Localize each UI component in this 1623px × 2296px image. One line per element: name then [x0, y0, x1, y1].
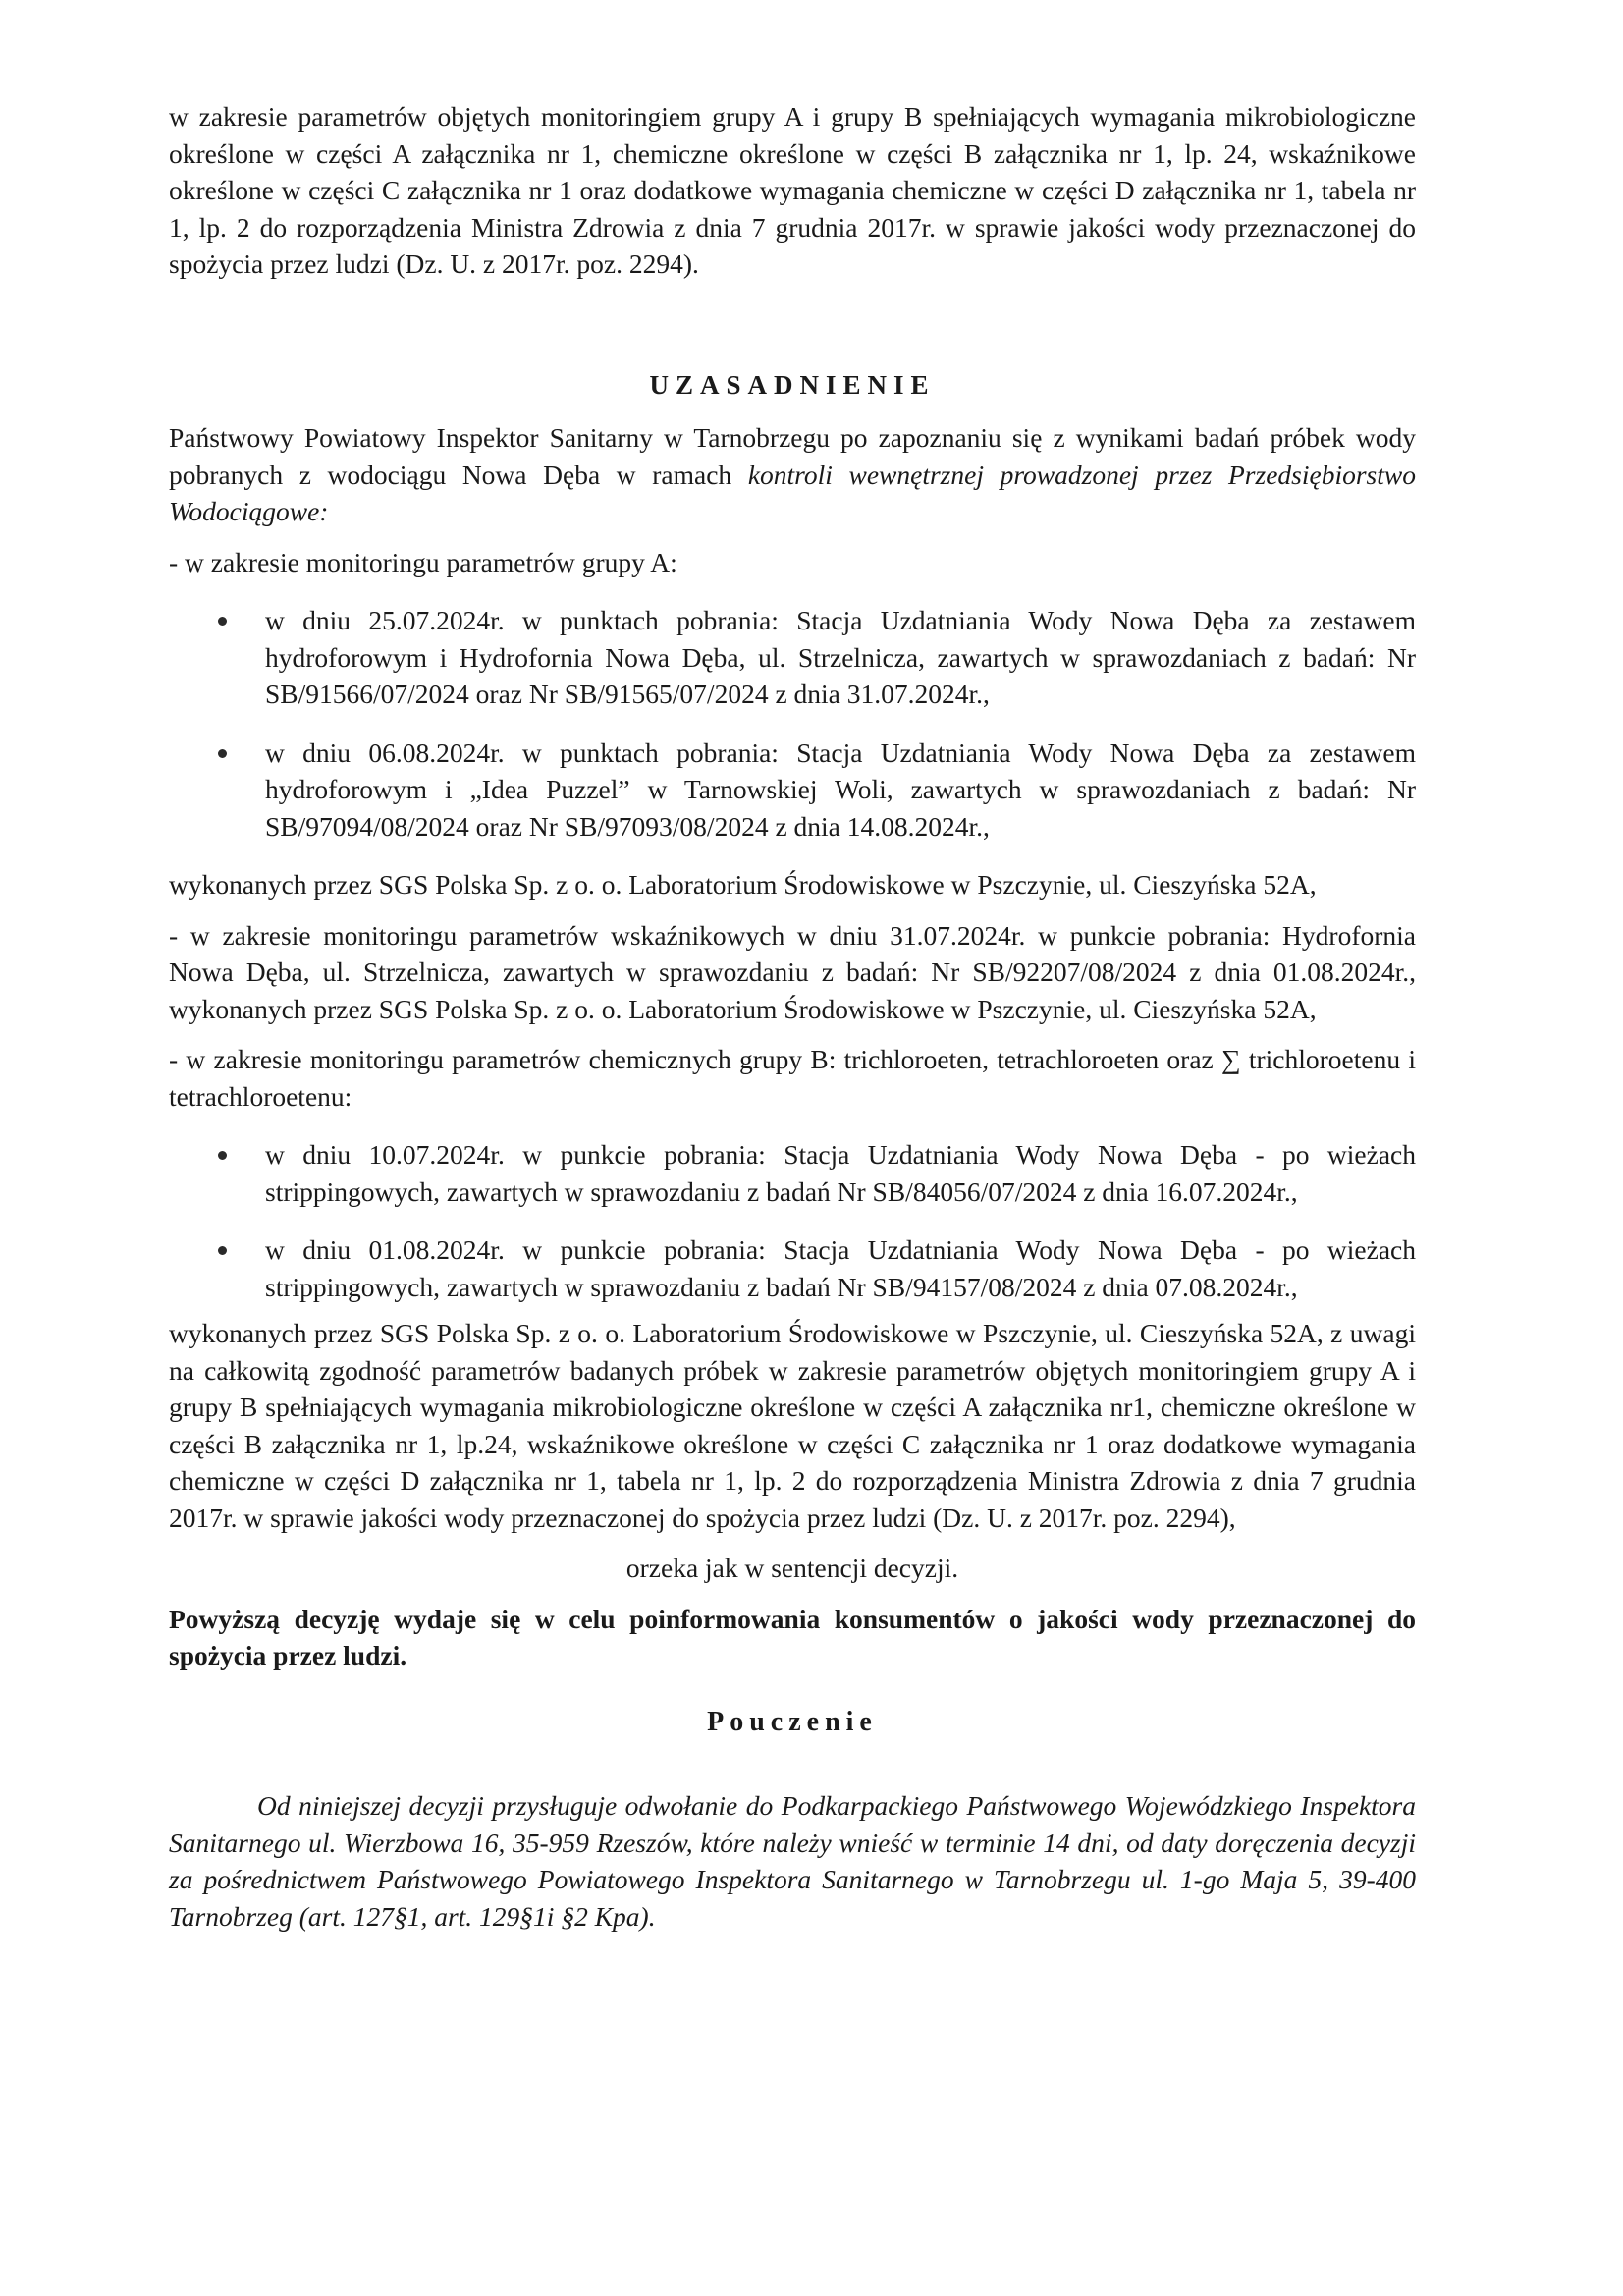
spacer	[169, 332, 1416, 367]
group-b-list	[169, 1136, 1416, 1305]
pouczenie-paragraph: Od niniejszej decyzji przysługuje odwołanie do Podkarpackiego Państwowego Wojewódzkiego Inspektora Sanitarnego ul. Wierzbowa 16, 35-959 Rzeszów, które należy wnieść w terminie 14 dni, od daty doręczenia decyzji za pośrednictwem Państwowego Powiatowego Inspektora Sanitarnego w Tarnobrzegu ul. 1-go Maja 5, 39-400 Tarnobrzeg (art. 127§1, art. 129§1i §2 Kpa).	[169, 1790, 1416, 1932]
list-item	[169, 602, 1416, 713]
conclusion-paragraph: wykonanych przez SGS Polska Sp. z o. o. Laboratorium Środowiskowe w Pszczynie, ul. Cieszyńska 52A, z uwagi na całkowitą zgodność parametrów badanych próbek w zakresie parametrów objętych monitoringiem grupy A i grupy B spełniających wymagania mikrobiologiczne określone w części A załącznika nr1, chemiczne określone w części B załącznika nr 1, lp.24, wskaźnikowe określone w części C załącznika nr 1 oraz dodatkowe wymagania chemiczne w części D załącznika nr 1, tabela nr 1, lp. 2 do rozporządzenia Ministra Zdrowia z dnia 7 grudnia 2017r. w sprawie jakości wody przeznaczonej do spożycia przez ludzi (Dz. U. z 2017r. poz. 2294),	[169, 1318, 1416, 1533]
opening-italic-text: kontroli wewnętrznej prowadzonej przez Przedsiębiorstwo Wodociągowe:	[169, 459, 1416, 526]
group-b-intro: - w zakresie monitoringu parametrów chemicznych grupy B: trichloroeten, tetrachloroeten oraz ∑ trichloroetenu i tetrachloroetenu:	[169, 1044, 1416, 1112]
spacer	[169, 903, 1416, 917]
bullet-icon	[218, 617, 227, 626]
spacer	[169, 1027, 1416, 1041]
list-item-text: w dniu 10.07.2024r. w punkcie pobrania: Stacja Uzdatniania Wody Nowa Dęba - po wieżach strippingowych, zawartych w sprawozdaniu z badań Nr SB/84056/07/2024 z dnia 16.07.2024r.,	[265, 1139, 1416, 1207]
spacer	[169, 1305, 1416, 1315]
spacer	[169, 1536, 1416, 1550]
bullet-icon	[218, 1151, 227, 1160]
spacer	[169, 580, 1416, 602]
spacer	[169, 283, 1416, 332]
purpose-paragraph: Powyższą decyzję wydaje się w celu poinformowania konsumentów o jakości wody przeznaczonej do spożycia przez ludzi.	[169, 1603, 1416, 1670]
spacer	[169, 1587, 1416, 1601]
list-item-text: w dniu 25.07.2024r. w punktach pobrania: Stacja Uzdatniania Wody Nowa Dęba za zestawem hydroforowym i Hydrofornia Nowa Dęba, ul. Strzelnicza, zawartych w sprawozdaniach z badań: Nr SB/91566/07/2024 oraz Nr SB/91565/07/2024 z dnia 31.07.2024r.,	[265, 605, 1416, 709]
spacer	[169, 1674, 1416, 1704]
spacer	[169, 404, 1416, 419]
opening-text: Państwowy Powiatowy Inspektor Sanitarny w Tarnobrzegu po zapoznaniu się z wynikami badań próbek wody pobranych z wodociągu Nowa Dęba w ramach	[169, 422, 1416, 490]
section-heading-uzasadnienie: UZASADNIENIE	[649, 369, 936, 400]
indicator-paragraph: - w zakresie monitoringu parametrów wskaźnikowych w dniu 31.07.2024r. w punkcie pobrania: Hydrofornia Nowa Dęba, ul. Strzelnicza, zawartych w sprawozdaniu z badań: Nr SB/92207/08/2024 z dnia 01.08.2024r., wykonanych przez SGS Polska Sp. z o. o. Laboratorium Środowiskowe w Pszczynie, ul. Cieszyńska 52A,	[169, 919, 1416, 1024]
list-item-text: w dniu 06.08.2024r. w punktach pobrania: Stacja Uzdatniania Wody Nowa Dęba za zestawem hydroforowym i „Idea Puzzel” w Tarnowskiej Woli, zawartych w sprawozdaniach z badań: Nr SB/97094/08/2024 oraz Nr SB/97093/08/2024 z dnia 14.08.2024r.,	[265, 737, 1416, 842]
ruling-text: orzeka jak w sentencji decyzji.	[625, 1553, 959, 1583]
group-a-lab-paragraph: wykonanych przez SGS Polska Sp. z o. o. Laboratorium Środowiskowe w Pszczynie, ul. Cieszyńska 52A,	[169, 869, 1317, 900]
spacer	[169, 1115, 1416, 1136]
group-a-intro: - w zakresie monitoringu parametrów grupy A:	[169, 546, 677, 577]
group-a-list	[169, 602, 1416, 845]
list-item	[169, 735, 1416, 846]
spacer	[169, 530, 1416, 544]
section-heading-pouczenie: Pouczenie	[707, 1706, 878, 1737]
list-item	[169, 1136, 1416, 1210]
bullet-icon	[218, 749, 227, 758]
spacer	[169, 845, 1416, 866]
list-item	[169, 1231, 1416, 1305]
bullet-icon	[218, 1246, 227, 1255]
opening-paragraph	[169, 419, 1416, 530]
list-item-text: w dniu 01.08.2024r. w punkcie pobrania: Stacja Uzdatniania Wody Nowa Dęba - po wieżach strippingowych, zawartych w sprawozdaniu z badań Nr SB/94157/08/2024 z dnia 07.08.2024r.,	[265, 1234, 1416, 1302]
spacer	[169, 1740, 1416, 1787]
intro-paragraph: w zakresie parametrów objętych monitoringiem grupy A i grupy B spełniających wymagania mikrobiologiczne określone w części A załącznika nr 1, chemiczne określone w części B załącznika nr 1, lp. 24, wskaźnikowe określone w części C załącznika nr 1 oraz dodatkowe wymagania chemiczne w części D załącznika nr 1, tabela nr 1, lp. 2 do rozporządzenia Ministra Zdrowia z dnia 7 grudnia 2017r. w sprawie jakości wody przeznaczonej do spożycia przez ludzi (Dz. U. z 2017r. poz. 2294).	[169, 101, 1416, 279]
document-page	[169, 98, 1416, 1935]
